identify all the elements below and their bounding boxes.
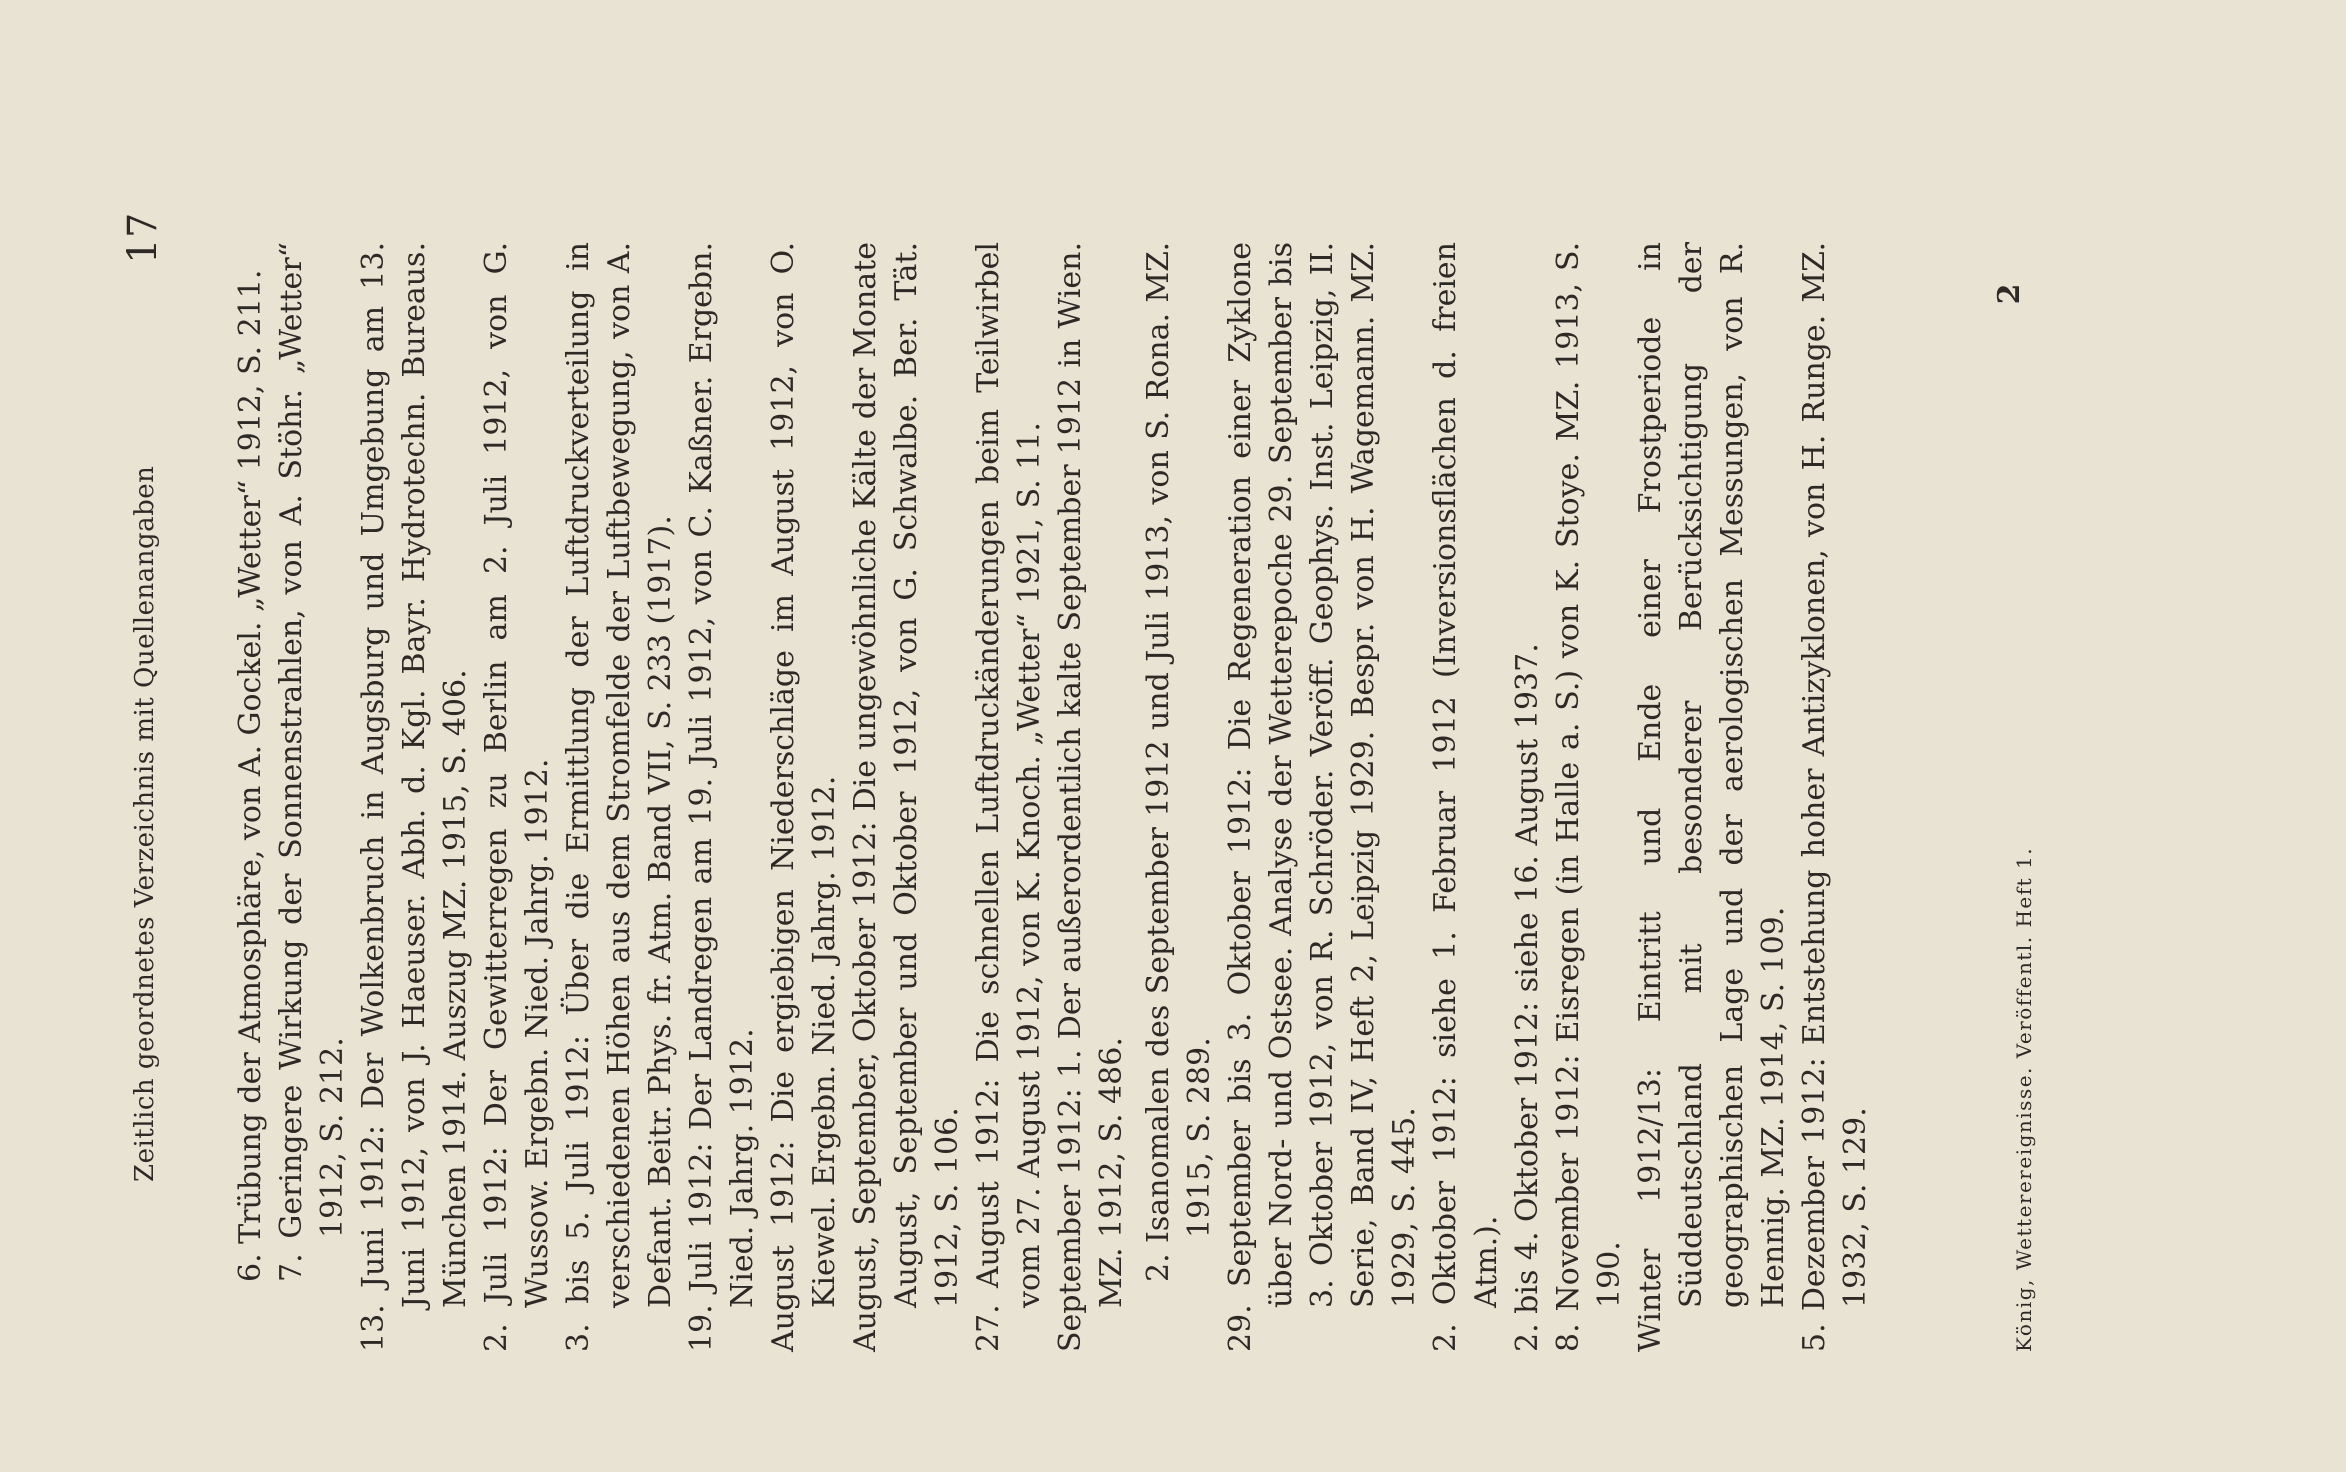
page-number: 17: [120, 212, 166, 264]
reference-entry: 2. Oktober 1912: siehe 1. Februar 1912 (Inversionsflächen d. freien Atm.).: [1428, 242, 1504, 1352]
reference-entry: August, September, Oktober 1912: Die ungewöhnliche Kälte der Monate August, September und Oktober 1912, von G. Schwalbe. Ber. Tät. 1912, S. 106.: [848, 242, 965, 1352]
reference-entry: 6. Trübung der Atmosphäre, von A. Gockel. „Wetter“ 1912, S. 211.: [233, 269, 268, 1282]
reference-entry: Winter 1912/13: Eintritt und Ende einer Frostperiode in Süddeutschland mit besonderer Berücksichtigung der geographischen Lage und der aerologischen Messungen, von R. Hennig. MZ. 1914, S. 109.: [1633, 242, 1791, 1352]
reference-entry: 5. Dezember 1912: Entstehung hoher Antizyklonen, von H. Runge. MZ. 1932, S. 129.: [1797, 242, 1873, 1352]
reference-entry: 13. Juni 1912: Der Wolkenbruch in Augsburg und Umgebung am 13. Juni 1912, von J. Haeuser. Abh. d. Kgl. Bayr. Hydrotechn. Bureaus. München 1914. Auszug MZ. 1915, S. 406.: [356, 242, 473, 1352]
reference-list: [230, 242, 1876, 1352]
reference-entry: 27. August 1912: Die schnellen Luftdruckänderungen beim Teilwirbel vom 27. August 1912, von K. Knoch. „Wetter“ 1921, S. 11.: [971, 242, 1047, 1352]
reference-entry: 8. November 1912: Eisregen (in Halle a. S.) von K. Stoye. MZ. 1913, S. 190.: [1551, 242, 1627, 1352]
running-title: Zeitlich geordnetes Verzeichnis mit Quellenangaben: [130, 465, 160, 1182]
footer-imprint: König, Wetterereignisse. Veröffentl. Heft 1.: [2012, 846, 2036, 1352]
page-header: [120, 212, 166, 1322]
reference-entry: 7. Geringere Wirkung der Sonnenstrahlen, von A. Stöhr. „Wetter“ 1912, S. 212.: [274, 242, 350, 1282]
page-footer: [1992, 242, 2036, 1352]
reference-entry: 19. Juli 1912: Der Landregen am 19. Juli 1912, von C. Kaßner. Ergebn. Nied. Jahrg. 1912.: [684, 242, 760, 1352]
reference-entry: 3. bis 5. Juli 1912: Über die Ermittlung der Luftdruckverteilung in verschiedenen Höhen aus dem Stromfelde der Luftbewegung, von A. Defant. Beitr. Phys. fr. Atm. Band VII, S. 233 (1917).: [561, 242, 678, 1352]
reference-entry: 2. Juli 1912: Der Gewitterregen zu Berlin am 2. Juli 1912, von G. Wussow. Ergebn. Nied. Jahrg. 1912.: [479, 242, 555, 1352]
reference-entry: 2. bis 4. Oktober 1912: siehe 16. August 1937.: [1510, 643, 1545, 1352]
reference-entry: August 1912: Die ergiebigen Niederschläge im August 1912, von O. Kiewel. Ergebn. Nied. Jahrg. 1912.: [766, 242, 842, 1352]
reference-entry: 29. September bis 3. Oktober 1912: Die Regeneration einer Zyklone über Nord- und Ostsee. Analyse der Wetterepoche 29. September bis 3. Oktober 1912, von R. Schröder. Veröff. Geophys. Inst. Leipzig, II. Serie, Band IV, Heft 2, Leipzig 1929. Bespr. von H. Wagemann. MZ. 1929, S. 445.: [1223, 242, 1422, 1352]
reference-entry: 2. Isanomalen des September 1912 und Juli 1913, von S. Rona. MZ. 1915, S. 289.: [1141, 242, 1217, 1282]
signature-mark: 2: [1992, 282, 2027, 305]
reference-entry: September 1912: 1. Der außerordentlich kalte September 1912 in Wien. MZ. 1912, S. 486.: [1053, 242, 1129, 1352]
